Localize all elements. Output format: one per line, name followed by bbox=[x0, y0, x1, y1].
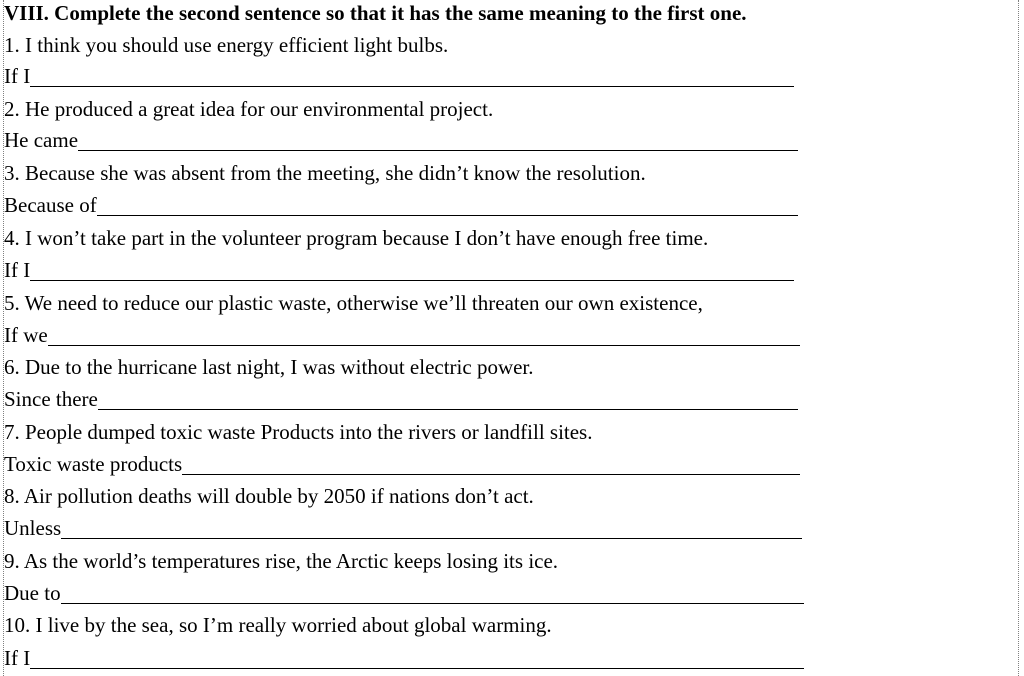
answer-line-5[interactable] bbox=[4, 322, 800, 348]
answer-blank-10[interactable] bbox=[30, 648, 804, 669]
answer-stem-5: If we bbox=[4, 323, 48, 347]
exercise-title: VIII. Complete the second sentence so that it has the same meaning to the first one. bbox=[4, 1, 747, 25]
answer-blank-1[interactable] bbox=[30, 66, 794, 87]
question-1: 1. I think you should use energy efficient light bulbs. bbox=[4, 33, 449, 57]
question-2: 2. He produced a great idea for our environmental project. bbox=[4, 97, 494, 121]
answer-stem-1: If I bbox=[4, 64, 31, 88]
answer-line-3[interactable] bbox=[4, 192, 798, 218]
answer-stem-10: If I bbox=[4, 646, 31, 670]
answer-line-1[interactable] bbox=[4, 63, 794, 89]
question-3: 3. Because she was absent from the meeting, she didn’t know the resolution. bbox=[4, 161, 646, 185]
answer-line-6[interactable] bbox=[4, 386, 798, 412]
answer-line-2[interactable] bbox=[4, 127, 798, 153]
answer-stem-7: Toxic waste products bbox=[4, 452, 183, 476]
question-8: 8. Air pollution deaths will double by 2050 if nations don’t act. bbox=[4, 484, 534, 508]
answer-blank-4[interactable] bbox=[30, 260, 794, 281]
answer-blank-3[interactable] bbox=[97, 195, 798, 216]
answer-stem-4: If I bbox=[4, 258, 31, 282]
answer-line-9[interactable] bbox=[4, 580, 804, 606]
answer-blank-6[interactable] bbox=[98, 389, 798, 410]
answer-stem-6: Since there bbox=[4, 387, 98, 411]
question-5: 5. We need to reduce our plastic waste, otherwise we’ll threaten our own existence, bbox=[4, 291, 703, 315]
answer-line-10[interactable] bbox=[4, 645, 804, 671]
answer-stem-8: Unless bbox=[4, 516, 62, 540]
answer-blank-9[interactable] bbox=[61, 583, 804, 604]
right-margin-guide bbox=[1018, 0, 1019, 676]
answer-blank-5[interactable] bbox=[48, 325, 800, 346]
question-4: 4. I won’t take part in the volunteer program because I don’t have enough free time. bbox=[4, 226, 709, 250]
answer-blank-8[interactable] bbox=[61, 518, 802, 539]
question-6: 6. Due to the hurricane last night, I was without electric power. bbox=[4, 355, 534, 379]
question-7: 7. People dumped toxic waste Products into the rivers or landfill sites. bbox=[4, 420, 593, 444]
answer-blank-7[interactable] bbox=[182, 454, 800, 475]
question-9: 9. As the world’s temperatures rise, the Arctic keeps losing its ice. bbox=[4, 549, 559, 573]
answer-stem-9: Due to bbox=[4, 581, 61, 605]
answer-blank-2[interactable] bbox=[78, 130, 798, 151]
question-10: 10. I live by the sea, so I’m really worried about global warming. bbox=[4, 613, 552, 637]
answer-line-7[interactable] bbox=[4, 451, 800, 477]
answer-line-8[interactable] bbox=[4, 515, 802, 541]
answer-stem-3: Because of bbox=[4, 193, 97, 217]
answer-line-4[interactable] bbox=[4, 257, 794, 283]
answer-stem-2: He came bbox=[4, 128, 79, 152]
